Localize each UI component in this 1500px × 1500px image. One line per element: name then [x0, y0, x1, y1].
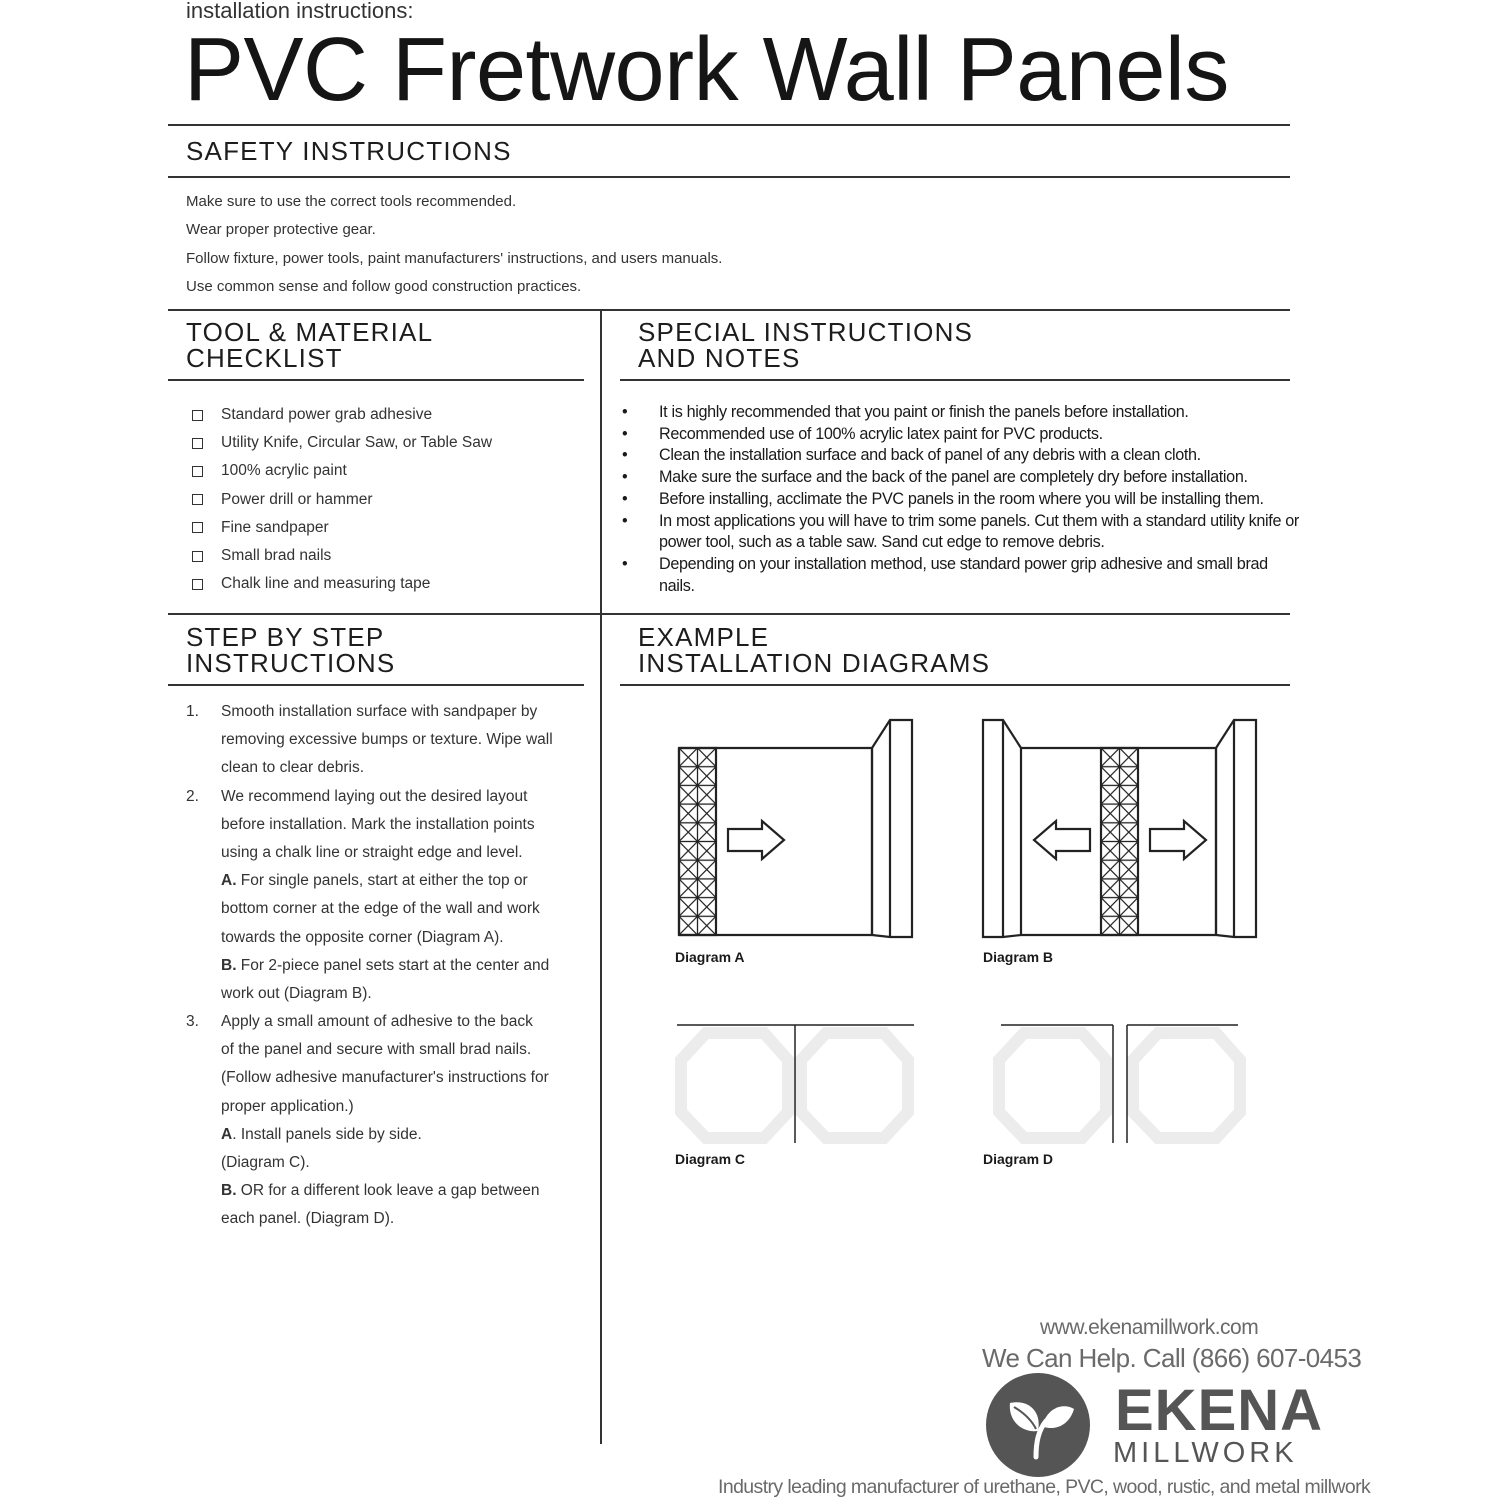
step-line: of the panel and secure with small brad nails.: [221, 1041, 532, 1059]
note-item: • Make sure the surface and the back of the panel are completely dry before installation.: [622, 468, 1248, 487]
checklist-heading: TOOL & MATERIAL CHECKLIST: [186, 317, 434, 373]
document-subtitle: installation instructions:: [186, 0, 414, 23]
step-line: work out (Diagram B).: [221, 984, 372, 1002]
safety-heading: SAFETY INSTRUCTIONS: [186, 136, 512, 166]
arrow-left-icon: [1034, 821, 1090, 859]
note-item: • It is highly recommended that you paint or finish the panels before installation.: [622, 403, 1189, 421]
website-url[interactable]: www.ekenamillwork.com: [1040, 1316, 1259, 1339]
checklist-item: Utility Knife, Circular Saw, or Table Saw: [190, 429, 492, 457]
step-line: B. For 2-piece panel sets start at the center and: [221, 956, 550, 974]
note-item: • Recommended use of 100% acrylic latex paint for PVC products.: [622, 424, 1103, 443]
safety-item: Make sure to use the correct tools recommended.: [186, 193, 517, 210]
diagram-b: [983, 720, 1256, 937]
step-line: (Diagram C).: [221, 1154, 310, 1171]
step-line: 3. Apply a small amount of adhesive to the back: [186, 1013, 533, 1031]
step-line: clean to clear debris.: [221, 759, 365, 777]
safety-item: Wear proper protective gear.: [186, 221, 376, 239]
checklist-item: Standard power grab adhesive: [190, 401, 492, 429]
note-item: • Depending on your installation method, use standard power grip adhesive and small brad nails.: [622, 554, 1268, 595]
checklist-item: 100% acrylic paint: [190, 457, 492, 485]
step-line: A. For single panels, start at either the top or: [221, 872, 528, 890]
arrow-right-icon: [728, 821, 784, 859]
step-line: before installation. Mark the installation points: [221, 815, 535, 833]
arrow-right-icon: [1150, 821, 1206, 859]
step-line: 1. Smooth installation surface with sandpaper by: [186, 703, 538, 720]
diagrams-heading: EXAMPLE INSTALLATION DIAGRAMS: [638, 622, 991, 678]
steps-heading: STEP BY STEP INSTRUCTIONS: [186, 622, 396, 678]
note-item: • In most applications you will have to trim some panels. Cut them with a standard utility knife or power tool, such as a table saw. Sand cut edge to remove debris.: [622, 511, 1299, 552]
diagram-c: [677, 1025, 914, 1143]
safety-item: Follow fixture, power tools, paint manufacturers' instructions, and users manuals.: [186, 249, 723, 267]
notes-heading: SPECIAL INSTRUCTIONS AND NOTES: [638, 317, 974, 373]
step-line: proper application.): [221, 1097, 354, 1115]
checklist-item: Fine sandpaper: [190, 514, 492, 542]
document-title: PVC Fretwork Wall Panels: [184, 20, 1229, 120]
diagram-b-label: Diagram B: [983, 949, 1054, 965]
safety-item: Use common sense and follow good construction practices.: [186, 277, 582, 295]
step-line: B. OR for a different look leave a gap between: [221, 1182, 540, 1200]
step-line: (Follow adhesive manufacturer's instructions for: [221, 1069, 549, 1087]
step-line: using a chalk line or straight edge and level.: [221, 843, 523, 861]
leaf-logo-icon: [986, 1373, 1090, 1477]
checklist-item: Power drill or hammer: [190, 486, 492, 514]
step-line: towards the opposite corner (Diagram A).: [221, 928, 504, 946]
diagram-a: [679, 720, 912, 937]
step-line: removing excessive bumps or texture. Wipe wall: [221, 731, 553, 749]
note-item: • Before installing, acclimate the PVC panels in the room where you will be installing them.: [622, 489, 1264, 508]
step-line: 2. We recommend laying out the desired layout: [186, 787, 528, 805]
diagram-d-label: Diagram D: [983, 1151, 1054, 1167]
checklist-item: Chalk line and measuring tape: [190, 570, 492, 598]
diagram-d: [999, 1025, 1240, 1143]
brand-name: EKENA: [1115, 1378, 1324, 1443]
checklist-item: Small brad nails: [190, 542, 492, 570]
contact-phone: We Can Help. Call (866) 607-0453: [982, 1343, 1362, 1373]
brand-tagline: Industry leading manufacturer of urethane, PVC, wood, rustic, and metal millwork: [718, 1476, 1371, 1498]
brand-subname: MILLWORK: [1113, 1437, 1298, 1469]
diagram-a-label: Diagram A: [675, 949, 745, 965]
step-line: bottom corner at the edge of the wall and work: [221, 900, 540, 918]
step-line: each panel. (Diagram D).: [221, 1210, 395, 1228]
note-item: • Clean the installation surface and back of panel of any debris with a clean cloth.: [622, 446, 1201, 465]
step-line: A. Install panels side by side.: [221, 1125, 422, 1143]
diagram-c-label: Diagram C: [675, 1151, 746, 1167]
